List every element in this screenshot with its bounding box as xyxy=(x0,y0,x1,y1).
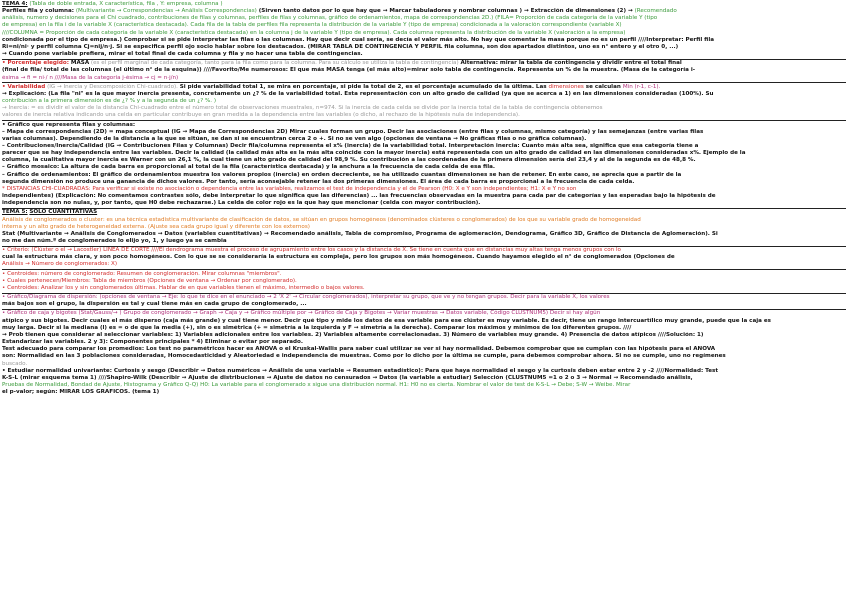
explicacion-line2: contribución a la primera dimensión es de ¿? % y a la segunda de un ¿? %. ) xyxy=(2,98,217,105)
tema4-line4: de empresa) en la fila i de la variable X (característica destacada). Cada fila de la tabla de perfiles fila representa la distribución de la variable Y (tipo de empresa) condicionada a la valoración correspondiente (variable X) xyxy=(2,22,622,29)
test-line3: buscado. xyxy=(2,360,28,367)
chi-line2: independientes) (Explicación: No comentamos contrastes sólo, debe interpretar lo que significa que las diferencias) ... las frecuencias observadas en la muestra para cada par de categorías y las esperadas bajo la hipótesis de xyxy=(2,193,716,200)
min-formula: Min (r-1, c-1). xyxy=(622,83,661,90)
prob-line: → Prob tienen que considerar al seleccionar variables: 1) Variables adicionales entre los variables. 2) Variables altamente correlacionadas. 3) Número de variables muy grande. 4) Presencia de datos atípicos ////Solución: 1) xyxy=(2,331,704,338)
tema5-heading xyxy=(2,209,846,216)
perfiles-path: (Multivariante → Correspondencias → Análisis Correspondencias) xyxy=(74,8,257,15)
mapa-line2: varias columnas). Dependiendo de la distancia a la que se sitúan, se dan si se encuentran cerca 2 o +. Si no se ven algo (opciones de ventana → No gráficas filas o no gráfica columnas). xyxy=(2,135,587,142)
tema4-title: TEMA 4: xyxy=(2,1,28,7)
chi-line: * DISTANCIAS CHI-CUADRADAS: Para verificar si existe no asociación o dependencia entre las variables, realizamos el test de independencia y el de Pearson (H0: X e Y son independientes; H1: X e Y no son xyxy=(2,185,577,192)
cluster-line2: interna y un alto grado de heterogeneidad externa. (Ajuste sea cada grupo igual y diferente con los externos) xyxy=(2,223,310,230)
normalidad-line4: el p-valor; según: MIRAR LOS GRÁFICOS. (tema 1) xyxy=(2,389,160,396)
test-line: Test adecuado para comparar los promedios: Los test no paramétricos hacer es ANOVA o el Kruskal-Wallis para saber cual utilizar se ver si hay normalidad. Debemos comprobar que se cumplan con las hipótesis para el ANOVA xyxy=(2,346,716,353)
masa-line xyxy=(2,60,846,67)
ordenamientos-line: – Gráfico de ordenamientos: El gráfico de ordenamientos muestra los valores propios (inercia) en orden decreciente, se ha utilizado cuantas dimensiones se han de retener. En este caso, se aprecia que a partir de la xyxy=(2,171,682,178)
criterio-line: • Criterio: (Clúster o el → Lacostler) LINEA DE CORTE ////El dendrograma muestra el proceso de agrupamiento entre los casos y la distancia de X. Se tiene en cuenta que en distancias muy altas tenga menos grupos con lo xyxy=(2,247,621,254)
stat-line: Stat (Multivariante → Análisis de Conglomerados → Datos (variables cuantitativas) → Recomendado análisis, Tabla de compromiso, Programa de aglomeración, Dendograma, Gráfico 3D, Gráfico de Distancia de Aglomeración). Si xyxy=(2,230,718,237)
perfiles-label: Perfiles fila y columna: xyxy=(2,8,75,15)
caja-line3: muy larga. Decir si la mediana (l) es = o de que la media (+), sin o es simétrica (+ = simetría a la izquierda y F → simetría a la derecha). Comparar los máximos y mínimos de los diferentes grupos. //// xyxy=(2,324,632,331)
normalidad-line: • Estudiar normalidad univariante: Curtosis y sesgo (Describir → Datos numéricos → Análisis de una variable → Resumen estadístico): Para que haya normalidad el sesgo y la curtosis deben estar entre 2 y -2 ////Normalidad: Test xyxy=(2,367,718,374)
perfiles-recomendado: (Recomendado xyxy=(634,8,677,15)
centroides-line: • Centroides: número de conglomerado: Resumen de conglomeración. Mirar columnas "miembros". xyxy=(2,270,282,277)
masa-label: • Porcentaje elegido: xyxy=(2,60,71,67)
ordenamientos-line2: segunda dimensión no produce una ganancia de dichos valores. Por tanto, sería aconsejable retener las dos primeras dimensiones. El área de cada barra es proporcional a la frecuencia de cada celda. xyxy=(2,178,635,185)
tema5-title: TEMA 5: xyxy=(2,209,28,216)
tema4-line6: condicionada por el tipo de empresa.) Comprobar si se pide interpretar las filas o las columnas. Hay que decir cual sería, se decía el valor más alto. No hay que comentar la masa porque no es un perfil ////Interpretar: Perfil fila xyxy=(2,36,715,43)
contrib-line3: columna, la cualitativa mayor inercia es Warner con un 26,1 %, la cual tiene un alto grado de calidad del 98,9 %. Su contribución a las coordenadas de la primera dimensión sería del 23,4 y al de la segunda es de 48,8 %. xyxy=(2,157,696,164)
mapa-line: – Mapa de correspondencias (2D) = mapa conceptual (IG → Mapa de Correspondencias 2D) Mirar cuales forman un grupo. Decir las asociaciones (entre filas y columnas, mismo categoría) y las semejanzas (entre varias filas xyxy=(2,128,704,135)
tema4-line8: → Cuando pone variable prefiera, mirar el total final de cada columna y fila y no hacer una tabla de contingencias. xyxy=(2,51,363,58)
masa-alt: Alternativa: mirar la tabla de contingencia y dividir entre el total final xyxy=(460,60,682,67)
caja-line2: atípico y sus bigotes. Decir cuales el más disperso (caja más grande) y cual tiene menor. Decir qué tipo y mide los datos de esa variable para ese clúster es muy variable. Es decir, tiene un rango intercuartílico muy grande, puede que la caja es xyxy=(2,317,772,324)
dispersion-line2: más bajos son el grupo, la dispersión es tal y cual tiene más en cada grupo de conglomerado, ... xyxy=(2,301,307,308)
chi-line3: independencia son no nulas, y, por tanto, que H0 debe rechazarse.) La celda de color rojo es la que hay que mencionar (celda con mayor contribución). xyxy=(2,200,481,207)
normalidad-line3: Pruebas de Normalidad, Bondad de Ajuste, Histograma y Gráfico Q-Q) H0: La variable para el conglomerado x sigue una distribución normal. H1: H0 no es cierta. Nombrar el valor de test de K-S-L → Debe; S-W → Weibe. Mirar xyxy=(2,381,631,388)
tema4-line7: Ri=ni/ni· y perfil columna Cj=nij/n·j. Si se especifica perfil ojo socio hablar sobre los destacados. (MIRAR TABLA DE CONTINGENCIA Y PERFIL fila columna, son dos apartados distintos, uno es n° entero y el otro 0, ...) xyxy=(2,43,679,50)
miembros-line: • Cuales pertenecen/Miembros: Tabla de miembros (Opciones de ventana → Ordenar por conglomerado). xyxy=(2,277,297,284)
variabilidad-label: • Variabilidad xyxy=(2,83,46,90)
caja-line: • Gráfico de caja y bigotes (Stat/Gauss/→ ) Grupo de conglomerado → Graph → Caja y → Gráfico múltiple por → Gráfico de Caja y Bigotes → Variar muestras → Datos variable, Código CLUSTNUM5) Decir si hay algún xyxy=(2,310,601,317)
inercia-line2: valores de inercia relativa indicando una celda en particular contribuye en gran medida a la dependencia entre las variables (o dicho, al rechazo de la hipótesis nula de independencia). xyxy=(2,112,520,119)
centroides-line2: • Centroides: Analizar los y sin conglomerados últimas. Hablar de en que variables tienen el máximo, intermedio o bajos valores. xyxy=(2,284,365,291)
masa-line2: (final de fila/ total de las columnas (el último n° de la esquina)) ////Favorito/Me numerosos: El que más MASA tenga (el más alto)=mirar solo tabla de contingencia. Representa un % de la muestra. (Masa de la categoría i- xyxy=(2,67,696,74)
stat-line2: no me dan núm.º de conglomerados lo elijo yo, 1, y luego ya se cambia xyxy=(2,238,227,244)
criterio-line2: cual la estructura más clara, y son poco homogéneos. Con lo que se se consideraría la estructura es compleja, pero los grupos son más homogéneos. Cuando hayamos elegido el n° de conglomerados (Opciones de xyxy=(2,254,675,261)
perfiles-line xyxy=(2,8,846,15)
variabilidad-line xyxy=(2,84,846,91)
variabilidad-text: Si pide variabilidad total 1, se mira en porcentaje, si pide la total de 2, es el porcentaje acumulado de la última. Las xyxy=(179,83,549,90)
test-line2: son: Normalidad en las 3 poblaciones consideradas, Homocedasticidad y Aleatoriedad e independencia de muestras. Como por lo dicho por la última se cumple, para debemos comprobar ahora. Si no se cumple, uno no regímenes xyxy=(2,353,726,360)
dispersion-line: • Gráfico/Diagrama de dispersión: (opciones de ventana → Eje: lo que te dice en el enunciado → 2 'X 2' → Circular conglomerados), interpretar su grupo, que ve y no tengan grupos. Decir para la variable X, los valores xyxy=(2,294,610,301)
dimensiones-word: dimensiones xyxy=(548,83,584,90)
tema5-subtitle: SOLO CUANTITATIVAS xyxy=(29,209,98,216)
contrib-line: – Contribuciones/Inercia/Calidad (IG → Contribuciones Filas y Columnas) Decir fila/columna representa el x% (inercia) de la variabilidad total. Interpretación inercia: Cuanto más alta sea, significa que esa categoría tiene a xyxy=(2,142,699,149)
masa-desc: (es el perfil marginal de cada categoría, tanto para la fila como para la columna. Para su cálculo se utiliza la tabla de contingencia) xyxy=(89,60,461,67)
variabilidad-path: (IG → Inercia y Descomposición Chi-cuadrado). xyxy=(45,83,180,90)
masa-keyword: MASA xyxy=(70,60,90,67)
calculan-text: se calculan xyxy=(583,83,623,90)
masa-line3: ésima → fi = ni·/ n ////Masa de la categoría j-ésima → cj = n·j/n) xyxy=(2,74,179,81)
criterio-line3: Análisis → Número de conglomerados: X) xyxy=(2,261,118,268)
explicacion-line: → Explicación: (La fila "ni" es la que mayor inercia presenta, concretamente un ¿? % de la variabilidad total. Esta representación con un alto grado de calidad (ya que se acerca a 1) en las dimensiones consideradas (100%). Su xyxy=(2,90,714,97)
cluster-line: Análisis de conglomerados o cluster: es una técnica estadística multivariante de clasificación de datos, se sitúan en grupos homogéneos (denominados clústeres o conglomerados) de los que su variable grado de homogeneidad xyxy=(2,216,641,223)
perfiles-instructions: (Sirven tanto datos por lo que hay que → Marcar tabuladores y nombrar columnas ) → Extracción de dimensiones (2) → xyxy=(256,8,635,15)
normalidad-line2: K-S-L (mirar esquema tema 1) ////Shapiro-Wilk (Describir → Ajuste de distribuciones → Ajuste de datos no censurados → Datos (la variable a estudiar) Selección (CLUSTNUM5 =1 o 2 o 3 → Normal → Recomendado análisis, xyxy=(2,374,693,381)
inercia-line: → Inercia: = es dividir el valor de la distancia Chi-cuadrado entre el número total de observaciones muestrales, n=974. Si la inercia de cada celda se divide por la inercia total de la tabla de contingencia obtenemos xyxy=(2,105,603,112)
grafico-heading: • Gráfico que representa filas y columnas: xyxy=(2,121,136,128)
tema4-line3: análisis, numero y decisiones para el Chi cuadrado, contribuciones de filas y columnas, perfiles de filas y columnas, gráfico de ordenamientos, mapa de correspondencias 2D.) (FILA= Proporción de cada categoría de la variable Y (tipo xyxy=(2,15,658,22)
tema4-heading xyxy=(2,1,846,8)
mosaico-line: – Gráfico mosaico: La altura de cada barra es proporcional al total de la fila (característica destacada) y la anchura a la frecuencia de cada celda de esa fila. xyxy=(2,164,496,171)
prob-line2: Estandarizar las variables. 2 y 3): Componentes principales * 4) Eliminar o evitar por separado. xyxy=(2,339,303,346)
tema4-subtitle: (Tabla de doble entrada, X característica, fila , Y: empresa, columna ) xyxy=(29,1,223,7)
contrib-line2: parecer que se hay independencia entre las variables. Decir la calidad (la calidad más alta es la más alta coincide con la mayor inercia) está representada con un alto grado de calidad en las dimensiones consideradas x%. Ejemplo de la xyxy=(2,150,746,157)
tema4-line5: ////COLUMNA = Proporción de cada categoría de la variable X (característica destacada) en la columna j de la variable Y (tipo de empresa). Cada columna representa la distribución de la variable X (valoración a la empresa) xyxy=(2,29,626,36)
